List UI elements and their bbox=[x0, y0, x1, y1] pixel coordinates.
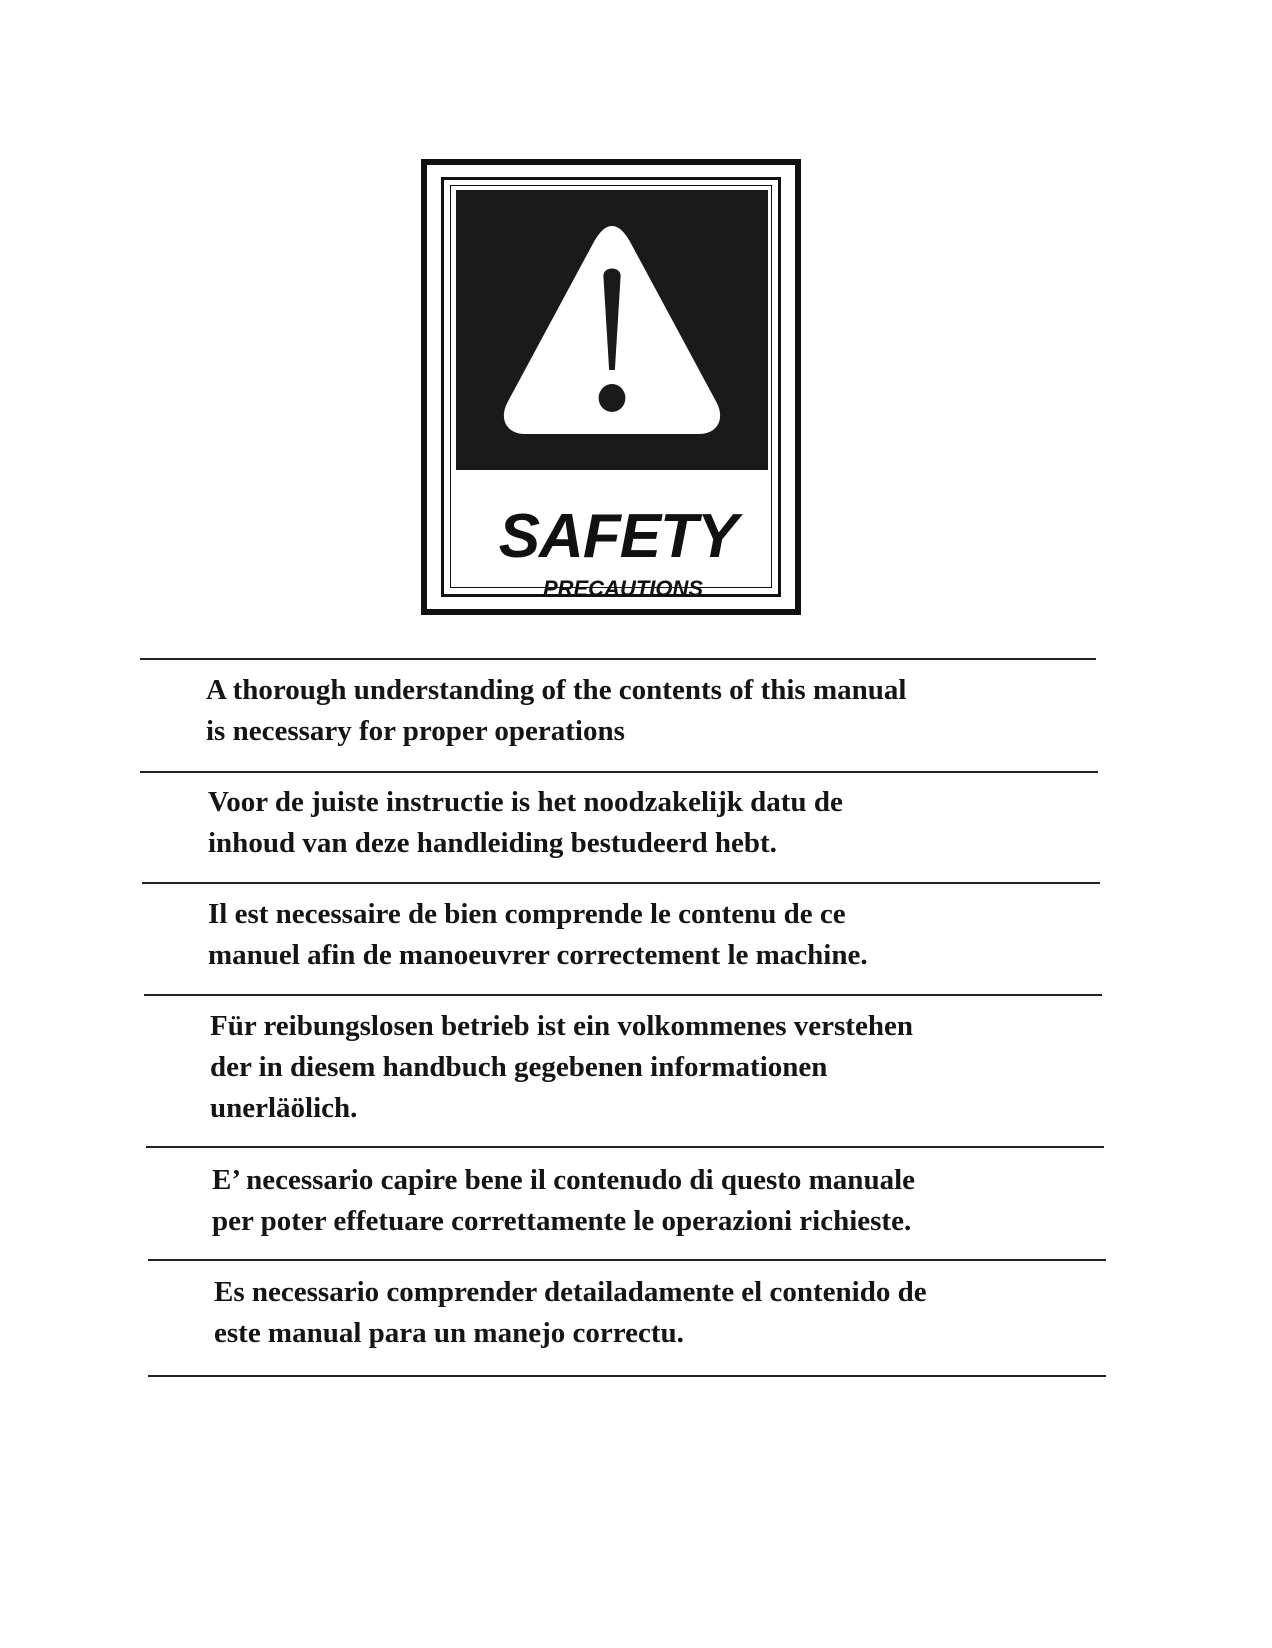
notice-line: unerläölich. bbox=[210, 1092, 358, 1124]
warning-panel bbox=[456, 190, 768, 470]
divider-rule bbox=[148, 1259, 1106, 1261]
notice-line: manuel afin de manoeuvrer correctement le machine. bbox=[208, 939, 868, 971]
divider-rule bbox=[148, 1375, 1106, 1377]
notice-line: A thorough understanding of the contents of this manual bbox=[206, 674, 907, 706]
notice-french bbox=[208, 894, 868, 976]
notice-line: Es necessario comprender detailadamente el contenido de bbox=[214, 1276, 927, 1308]
notice-english bbox=[206, 670, 906, 752]
notice-line: inhoud van deze handleiding bestudeerd hebt. bbox=[208, 827, 777, 859]
divider-rule bbox=[142, 882, 1100, 884]
notice-line: is necessary for proper operations bbox=[206, 715, 625, 747]
notice-line: per poter effetuare correttamente le operazioni richieste. bbox=[212, 1205, 912, 1237]
notice-line: Voor de juiste instructie is het noodzakelijk datu de bbox=[208, 786, 843, 818]
notice-italian bbox=[212, 1160, 915, 1242]
sign-inner-frame bbox=[441, 177, 781, 601]
notice-line: der in diesem handbuch gegebenen informationen bbox=[210, 1051, 828, 1083]
divider-rule bbox=[146, 1146, 1104, 1148]
notice-line: E’ necessario capire bene il contenudo di questo manuale bbox=[212, 1164, 915, 1196]
notice-line: Für reibungslosen betrieb ist ein volkommenes verstehen bbox=[210, 1010, 913, 1042]
warning-exclamation-icon bbox=[456, 190, 768, 470]
notice-german bbox=[210, 1006, 913, 1129]
sign-subtitle: PRECAUTIONS bbox=[542, 576, 704, 601]
divider-rule bbox=[144, 994, 1102, 996]
divider-rule bbox=[140, 771, 1098, 773]
sign-title: SAFETY bbox=[498, 502, 738, 571]
notice-dutch bbox=[208, 782, 843, 864]
notice-spanish bbox=[214, 1272, 927, 1354]
safety-sign bbox=[421, 159, 801, 615]
notice-line: este manual para un manejo correctu. bbox=[214, 1317, 684, 1349]
divider-rule bbox=[140, 658, 1096, 660]
notice-line: Il est necessaire de bien comprende le contenu de ce bbox=[208, 898, 846, 930]
